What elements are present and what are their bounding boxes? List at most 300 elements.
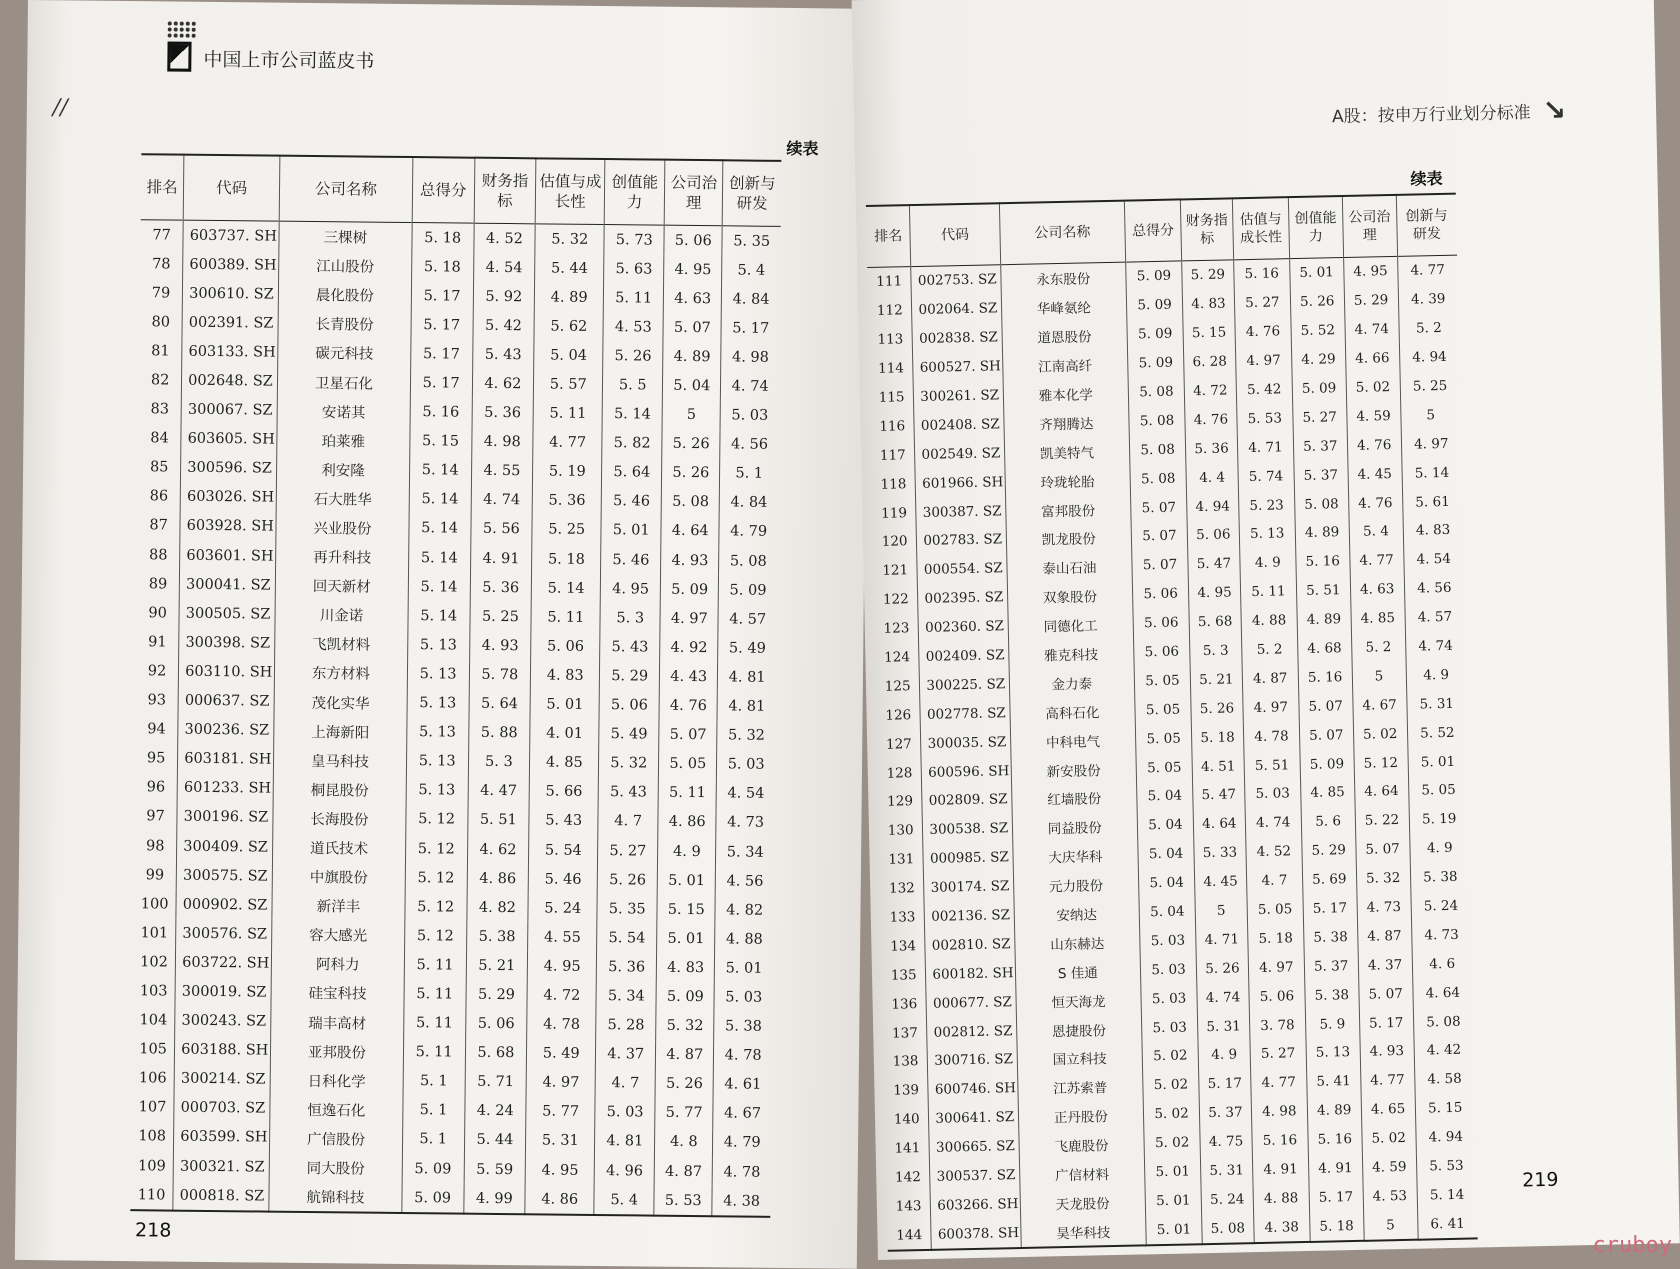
cell-total-score: 5. 17 <box>411 310 473 340</box>
cell-rank: 77 <box>152 226 171 244</box>
cell-valuation-growth: 4. 76 <box>1235 317 1291 347</box>
cell-governance: 4. 8 <box>655 1128 713 1158</box>
cell-value-creation: 4. 53 <box>603 312 663 342</box>
cell-total-score: 5. 11 <box>404 950 466 980</box>
cell-financial: 5. 24 <box>1201 1185 1253 1215</box>
cell-valuation-growth: 5. 18 <box>1247 924 1303 954</box>
cell-rank: 107 <box>138 1099 167 1116</box>
cell-financial: 5. 26 <box>1196 954 1248 984</box>
cell-value-creation: 4. 81 <box>595 1127 655 1157</box>
cell-code: 002360. SZ <box>918 612 1008 643</box>
cell-innovation-rd: 5. 03 <box>720 401 778 431</box>
cell-value-creation: 5. 51 <box>1296 576 1350 606</box>
cell-innovation-rd: 4. 94 <box>1415 1122 1476 1152</box>
cell-rank: 136 <box>891 995 918 1013</box>
header-rank: 排名 <box>874 228 903 245</box>
cell-innovation-rd: 5. 38 <box>714 1012 772 1042</box>
cell-valuation-growth: 4. 78 <box>527 1010 596 1040</box>
cell-value-creation: 5. 82 <box>602 429 662 459</box>
cell-value-creation: 5. 5 <box>603 371 663 401</box>
cell-valuation-growth: 5. 44 <box>535 253 604 283</box>
cell-rank: 90 <box>148 605 167 622</box>
cell-valuation-growth: 5. 74 <box>1238 461 1294 491</box>
cell-financial: 4. 94 <box>1186 491 1238 521</box>
cell-rank: 86 <box>149 488 169 505</box>
cell-valuation-growth: 5. 06 <box>1249 981 1305 1011</box>
cell-code: 603601. SH <box>180 541 276 571</box>
cell-total-score: 5. 1 <box>402 1125 464 1155</box>
cell-innovation-rd: 5 <box>1400 400 1461 430</box>
cell-governance: 5. 01 <box>657 866 715 896</box>
cell-innovation-rd: 5. 25 <box>1400 371 1461 401</box>
cell-governance: 5. 32 <box>656 1011 714 1041</box>
cell-financial: 4. 76 <box>1185 405 1237 435</box>
cell-value-creation: 4. 91 <box>1308 1153 1362 1183</box>
cell-value-creation: 5. 54 <box>597 923 657 953</box>
cell-total-score: 5. 13 <box>406 718 468 748</box>
cell-financial: 4. 75 <box>1200 1127 1252 1157</box>
cell-company-name: 恒逸石化 <box>270 1094 403 1124</box>
cell-rank: 140 <box>893 1111 920 1128</box>
header-governance: 公司治理 <box>1342 195 1397 258</box>
cell-financial: 5. 15 <box>1183 318 1235 348</box>
cell-rank: 125 <box>884 678 911 695</box>
cell-company-name: 富邦股份 <box>1005 494 1131 526</box>
cell-rank: 78 <box>152 255 171 273</box>
cell-company-name: 昊华科技 <box>1020 1216 1146 1249</box>
cell-code: 002809. SZ <box>922 785 1012 816</box>
cell-financial: 4. 62 <box>472 369 534 399</box>
cell-value-creation: 5. 43 <box>598 778 658 808</box>
cell-company-name: 山东赫达 <box>1014 927 1140 959</box>
cell-financial: 5. 42 <box>472 311 534 341</box>
cell-valuation-growth: 5. 27 <box>1250 1039 1306 1069</box>
cell-innovation-rd: 4. 84 <box>722 284 780 314</box>
cell-innovation-rd: 5. 53 <box>1416 1151 1477 1181</box>
cell-valuation-growth: 4. 38 <box>1254 1212 1310 1243</box>
cell-company-name: 皇马科技 <box>274 745 407 775</box>
cell-total-score: 5. 08 <box>1129 435 1185 465</box>
cell-code: 300236. SZ <box>178 715 274 745</box>
cell-valuation-growth: 4. 91 <box>1252 1155 1308 1185</box>
cell-code: 300398. SZ <box>179 628 275 658</box>
cell-governance: 4. 64 <box>661 517 719 547</box>
cell-rank: 142 <box>894 1169 922 1186</box>
cell-value-creation: 5. 41 <box>1306 1067 1360 1097</box>
cell-valuation-growth: 5. 16 <box>1234 259 1290 290</box>
cell-governance: 5. 07 <box>663 313 721 343</box>
cell-value-creation: 5. 43 <box>600 632 660 662</box>
cell-rank: 141 <box>894 1140 921 1157</box>
cell-code: 603026. SH <box>180 482 276 512</box>
cell-value-creation: 5. 07 <box>1299 720 1353 750</box>
cell-innovation-rd: 5. 2 <box>1398 313 1459 343</box>
cell-total-score: 5. 12 <box>406 805 468 835</box>
cell-rank: 126 <box>885 706 912 724</box>
cell-innovation-rd: 5. 38 <box>1410 862 1471 892</box>
header-value-creation: 创值能力 <box>604 159 665 225</box>
cell-total-score: 5. 11 <box>403 1009 465 1039</box>
cell-financial: 5. 47 <box>1188 549 1240 579</box>
cell-financial: 5. 36 <box>1185 434 1237 464</box>
cell-value-creation: 5. 26 <box>603 341 663 371</box>
cell-rank: 93 <box>147 692 167 709</box>
cell-company-name: 凯龙股份 <box>1006 523 1132 555</box>
cell-company-name: 恩捷股份 <box>1016 1014 1142 1046</box>
cell-rank: 131 <box>888 851 915 868</box>
cell-governance: 5. 12 <box>1354 748 1408 778</box>
cell-innovation-rd: 5. 03 <box>714 983 772 1013</box>
cell-innovation-rd: 4. 6 <box>1412 949 1473 979</box>
cell-financial: 5. 37 <box>1199 1098 1251 1128</box>
cell-governance: 5. 06 <box>664 225 722 255</box>
cell-company-name: 天龙股份 <box>1020 1187 1146 1219</box>
cell-company-name: 再升科技 <box>276 542 409 572</box>
cell-code: 601966. SH <box>915 467 1005 498</box>
cell-governance: 4. 85 <box>1351 604 1405 634</box>
cell-valuation-growth: 5. 43 <box>529 806 598 836</box>
table-header-row <box>141 154 782 226</box>
cell-innovation-rd: 4. 64 <box>1412 978 1473 1008</box>
cell-code: 300261. SZ <box>914 381 1004 412</box>
cell-total-score: 5. 09 <box>1128 348 1184 378</box>
cell-total-score: 5. 04 <box>1139 897 1195 927</box>
cell-valuation-growth: 4. 95 <box>525 1155 594 1185</box>
cell-innovation-rd: 5. 4 <box>722 255 780 285</box>
cell-innovation-rd: 5. 05 <box>1408 776 1469 806</box>
cell-value-creation: 5. 34 <box>596 981 656 1011</box>
cell-company-name: 亚邦股份 <box>270 1036 403 1066</box>
page-number-left: 218 <box>135 1219 172 1242</box>
cell-financial: 5. 51 <box>467 806 529 836</box>
cell-company-name: 上海新阳 <box>274 716 407 746</box>
cell-financial: 5. 3 <box>468 747 530 777</box>
cell-value-creation: 5. 64 <box>602 458 662 488</box>
cell-financial: 4. 54 <box>473 253 535 283</box>
cell-company-name: 三棵树 <box>279 221 412 252</box>
cell-innovation-rd: 4. 58 <box>1414 1064 1475 1094</box>
cell-valuation-growth: 5. 32 <box>535 224 604 254</box>
cell-governance: 4. 65 <box>1361 1095 1415 1125</box>
cell-governance: 4. 93 <box>661 546 719 576</box>
cell-innovation-rd: 4. 79 <box>719 517 777 547</box>
cell-financial: 5. 06 <box>465 1009 527 1039</box>
cell-total-score: 5. 18 <box>412 223 474 253</box>
cell-governance: 5. 11 <box>658 778 716 808</box>
cell-value-creation: 4. 85 <box>1300 778 1354 808</box>
cell-code: 000637. SZ <box>178 686 274 716</box>
cell-company-name: 卫星石化 <box>277 367 410 397</box>
cell-rank: 120 <box>881 533 908 551</box>
cell-total-score: 5. 01 <box>1145 1157 1201 1187</box>
cell-financial: 4. 95 <box>1188 578 1241 608</box>
cell-valuation-growth: 4. 77 <box>533 428 602 458</box>
cell-financial: 4. 99 <box>463 1184 525 1215</box>
cell-valuation-growth: 5. 13 <box>1239 519 1295 549</box>
cell-rank: 109 <box>137 1157 166 1175</box>
cell-company-name: 广信材料 <box>1019 1158 1145 1190</box>
cell-total-score: 5. 06 <box>1133 608 1189 638</box>
cell-code: 603737. SH <box>183 220 279 251</box>
cell-rank: 96 <box>146 779 166 796</box>
cell-value-creation: 5. 27 <box>598 836 658 866</box>
cell-total-score: 5. 13 <box>407 659 469 689</box>
cell-value-creation: 5. 46 <box>601 545 661 575</box>
cell-governance: 4. 43 <box>660 662 718 692</box>
cell-innovation-rd: 5. 19 <box>1409 804 1470 834</box>
cell-value-creation: 4. 68 <box>1297 634 1351 664</box>
cell-financial: 5. 21 <box>1190 665 1242 695</box>
cell-value-creation: 5. 03 <box>595 1098 655 1128</box>
cell-financial: 5. 33 <box>1194 838 1246 868</box>
cell-rank: 102 <box>140 954 168 971</box>
cell-governance: 4. 77 <box>1349 546 1403 576</box>
chapter-marker-icon: ↘ <box>1542 93 1567 127</box>
cell-financial: 4. 62 <box>467 835 529 865</box>
cell-total-score: 5. 02 <box>1143 1070 1199 1100</box>
cell-value-creation: 4. 7 <box>595 1069 655 1099</box>
cell-valuation-growth: 5. 49 <box>527 1039 596 1069</box>
cell-governance: 4. 53 <box>1363 1181 1417 1211</box>
cell-financial: 5. 38 <box>466 922 528 952</box>
cell-value-creation: 4. 37 <box>596 1040 656 1070</box>
cell-governance: 5. 02 <box>1353 719 1407 749</box>
cell-financial: 4. 4 <box>1186 463 1238 493</box>
header-financial: 财务指标 <box>1180 198 1233 261</box>
cell-company-name: 瑞丰高材 <box>271 1007 404 1037</box>
cell-value-creation: 5. 37 <box>1304 951 1358 981</box>
cell-innovation-rd: 4. 82 <box>715 895 773 925</box>
cell-total-score: 5. 14 <box>408 572 470 602</box>
cell-valuation-growth: 4. 71 <box>1237 432 1293 462</box>
cell-company-name: 航锦科技 <box>269 1182 402 1213</box>
cell-innovation-rd: 5. 61 <box>1402 487 1463 517</box>
cell-rank: 123 <box>883 620 910 637</box>
cell-innovation-rd: 4. 67 <box>713 1099 771 1129</box>
cell-financial: 4. 82 <box>466 893 528 923</box>
cell-company-name: 飞凯材料 <box>275 629 408 659</box>
cell-innovation-rd: 4. 42 <box>1414 1036 1475 1066</box>
cell-governance: 4. 67 <box>1352 690 1406 720</box>
cell-rank: 82 <box>150 372 170 389</box>
cell-code: 300596. SZ <box>181 453 277 483</box>
cell-company-name: S 佳通 <box>1015 956 1141 988</box>
cell-code: 603928. SH <box>180 512 276 542</box>
cell-code: 300409. SZ <box>177 832 273 862</box>
cell-total-score: 5. 13 <box>407 689 469 719</box>
cell-value-creation: 4. 95 <box>600 574 660 604</box>
cell-financial: 4. 91 <box>470 544 532 574</box>
cell-valuation-growth: 4. 97 <box>1235 346 1291 376</box>
cell-innovation-rd: 4. 97 <box>1401 429 1462 459</box>
watermark: cruboy <box>1592 1233 1672 1258</box>
cell-rank: 108 <box>138 1128 167 1145</box>
cell-value-creation: 5. 07 <box>1298 691 1352 721</box>
cell-governance: 5. 26 <box>662 458 720 488</box>
cell-code: 300035. SZ <box>921 727 1011 758</box>
cell-valuation-growth: 5. 31 <box>526 1126 595 1156</box>
cell-innovation-rd: 5. 14 <box>1417 1180 1478 1210</box>
cell-company-name: 正丹股份 <box>1018 1100 1144 1132</box>
cell-total-score: 5. 07 <box>1132 550 1188 580</box>
book-title: 中国上市公司蓝皮书 <box>203 48 375 73</box>
cell-code: 300641. SZ <box>929 1103 1019 1134</box>
cell-value-creation: 4. 96 <box>594 1156 654 1186</box>
cell-total-score: 5. 02 <box>1143 1099 1199 1129</box>
cell-financial: 4. 52 <box>473 223 535 253</box>
cell-rank: 135 <box>890 966 917 984</box>
cell-governance: 5. 09 <box>656 982 714 1012</box>
cell-valuation-growth: 5. 57 <box>534 370 603 400</box>
cell-total-score: 5. 09 <box>1127 319 1183 349</box>
cell-total-score: 5. 15 <box>410 427 472 457</box>
cell-value-creation: 5. 16 <box>1308 1125 1362 1155</box>
cell-company-name: 红墙股份 <box>1011 783 1137 815</box>
cell-financial: 5. 18 <box>1191 722 1243 752</box>
cell-value-creation: 5. 18 <box>1309 1211 1364 1242</box>
cell-value-creation: 4. 7 <box>598 807 658 837</box>
cell-governance: 4. 97 <box>660 604 718 634</box>
cell-governance: 4. 86 <box>658 808 716 838</box>
cell-financial: 4. 98 <box>471 427 533 457</box>
cell-code: 300321. SZ <box>173 1152 269 1182</box>
cell-value-creation: 5. 06 <box>599 691 659 721</box>
cell-governance: 4. 95 <box>664 255 722 285</box>
cell-total-score: 5. 14 <box>409 485 471 515</box>
cell-total-score: 5. 07 <box>1131 492 1187 522</box>
cell-company-name: 东方材料 <box>274 658 407 688</box>
cell-company-name: 道恩股份 <box>1001 320 1127 352</box>
cell-valuation-growth: 4. 98 <box>1251 1097 1307 1127</box>
cell-code: 300575. SZ <box>176 861 272 891</box>
cell-governance: 5. 07 <box>1358 979 1412 1009</box>
cell-total-score: 5. 08 <box>1129 406 1185 436</box>
cell-rank: 113 <box>877 331 904 349</box>
cell-valuation-growth: 4. 85 <box>530 748 599 778</box>
cell-innovation-rd: 4. 56 <box>1404 573 1465 603</box>
left-page <box>15 0 870 1269</box>
cell-rank: 139 <box>893 1082 920 1100</box>
cell-governance: 5. 22 <box>1355 806 1409 836</box>
cell-governance: 5. 17 <box>1359 1008 1413 1038</box>
cell-rank: 143 <box>895 1198 922 1215</box>
cell-valuation-growth: 4. 97 <box>1243 692 1299 722</box>
cell-valuation-growth: 5. 46 <box>528 864 597 894</box>
cell-value-creation: 5. 28 <box>596 1011 656 1041</box>
cell-company-name: 中旗股份 <box>272 862 405 892</box>
cell-financial: 5. 36 <box>472 398 534 428</box>
cell-governance: 4. 95 <box>1343 256 1397 287</box>
section-header <box>1332 93 1567 131</box>
cell-value-creation: 5. 49 <box>599 720 659 750</box>
cell-code: 002778. SZ <box>920 698 1010 729</box>
cell-rank: 129 <box>887 793 914 811</box>
cell-rank: 99 <box>145 866 165 884</box>
cell-financial: 5. 78 <box>469 660 531 690</box>
header-governance: 公司治理 <box>664 160 723 226</box>
cell-rank: 92 <box>147 663 167 680</box>
cell-valuation-growth: 4. 88 <box>1253 1183 1309 1213</box>
cell-rank: 116 <box>879 418 906 435</box>
cell-total-score: 5. 02 <box>1142 1041 1198 1071</box>
cell-governance: 4. 89 <box>663 342 721 372</box>
cell-code: 002810. SZ <box>925 930 1015 961</box>
right-page <box>852 0 1680 1260</box>
cell-value-creation: 5. 17 <box>1303 893 1357 923</box>
cell-total-score: 5. 14 <box>408 601 470 631</box>
cell-total-score: 5. 08 <box>1128 377 1184 407</box>
cell-governance: 5. 15 <box>657 895 715 925</box>
section-title: A股：按申万行业划分标准 <box>1331 103 1531 128</box>
cell-valuation-growth: 5. 03 <box>1244 779 1300 809</box>
cell-financial: 4. 9 <box>1198 1040 1250 1070</box>
cell-valuation-growth: 5. 18 <box>532 544 601 574</box>
cell-financial: 4. 71 <box>1196 925 1249 955</box>
cell-governance: 4. 87 <box>1357 921 1411 951</box>
cell-innovation-rd: 4. 98 <box>721 343 779 373</box>
cell-valuation-growth: 4. 89 <box>535 283 604 313</box>
cell-financial: 4. 45 <box>1194 867 1247 897</box>
cell-governance: 4. 63 <box>663 284 721 314</box>
cell-innovation-rd: 4. 54 <box>1403 544 1464 574</box>
cell-valuation-growth: 5. 77 <box>526 1097 595 1127</box>
cell-valuation-growth: 5. 06 <box>531 632 600 662</box>
cell-total-score: 5. 01 <box>1145 1186 1201 1216</box>
cell-innovation-rd: 5. 49 <box>718 634 776 664</box>
cell-company-name: 飞鹿股份 <box>1018 1129 1144 1161</box>
cell-valuation-growth: 5. 53 <box>1237 404 1293 434</box>
cell-innovation-rd: 4. 56 <box>720 430 778 460</box>
cell-company-name: 高科石化 <box>1009 696 1135 728</box>
cell-rank: 80 <box>151 314 171 331</box>
cell-valuation-growth: 4. 88 <box>1241 606 1297 636</box>
continued-label: 续表 <box>1410 168 1443 189</box>
cell-total-score: 5. 12 <box>405 892 467 922</box>
cell-innovation-rd: 6. 41 <box>1417 1209 1478 1240</box>
book-header <box>167 21 375 83</box>
cell-governance: 5. 32 <box>1356 863 1410 893</box>
cell-valuation-growth: 5. 42 <box>1236 375 1292 405</box>
cell-total-score: 5. 1 <box>403 1096 465 1126</box>
cell-valuation-growth: 5. 27 <box>1234 288 1290 318</box>
cell-company-name: 双象股份 <box>1007 580 1133 612</box>
cell-innovation-rd: 4. 77 <box>1397 255 1458 286</box>
cell-financial: 4. 64 <box>1193 809 1246 839</box>
cell-governance: 4. 9 <box>658 837 716 867</box>
header-total-score: 总得分 <box>412 157 474 223</box>
cell-financial: 4. 93 <box>469 631 531 661</box>
header-innovation-rd: 创新与研发 <box>723 160 782 226</box>
cell-total-score: 5. 03 <box>1141 984 1197 1014</box>
cell-governance: 4. 92 <box>660 633 718 663</box>
cell-total-score: 5. 12 <box>404 921 466 951</box>
cell-rank: 118 <box>880 475 907 493</box>
cell-rank: 137 <box>891 1024 919 1042</box>
cell-value-creation: 5. 17 <box>1309 1182 1363 1212</box>
cell-total-score: 5. 07 <box>1131 521 1187 551</box>
cell-value-creation: 5. 38 <box>1303 922 1357 952</box>
cell-valuation-growth: 4. 55 <box>528 923 597 953</box>
cell-financial: 5. 59 <box>464 1155 526 1185</box>
cell-governance: 4. 87 <box>654 1157 712 1187</box>
cell-financial: 4. 74 <box>471 486 533 516</box>
cell-code: 300716. SZ <box>927 1045 1017 1076</box>
cell-financial: 5. 64 <box>469 689 531 719</box>
cell-governance: 5 <box>662 400 720 430</box>
cell-code: 002812. SZ <box>927 1016 1017 1047</box>
cell-innovation-rd: 5. 1 <box>720 459 778 489</box>
cell-code: 600182. SH <box>926 958 1016 989</box>
